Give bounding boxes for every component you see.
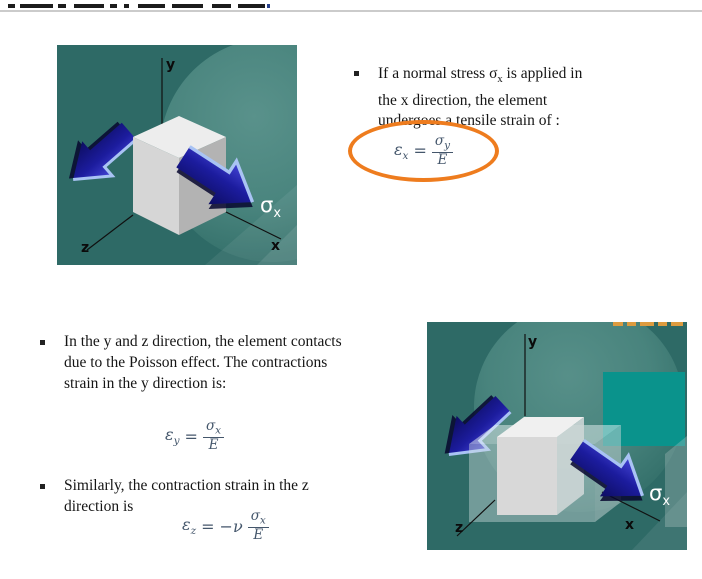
stress-cube-scene-1: [57, 45, 297, 265]
bullet3-line2: direction is: [64, 498, 134, 515]
text-fragment: [212, 4, 231, 8]
y-axis-label: y: [528, 334, 538, 350]
text-fragment: [613, 322, 623, 326]
bullet-icon: [40, 340, 45, 345]
x-axis-label: x: [625, 517, 635, 533]
text-fragment: [20, 4, 53, 8]
bullet2-line3: strain in the y direction is:: [64, 375, 227, 392]
text-fragment: [238, 4, 265, 8]
text-fragment: [138, 4, 165, 8]
text-fragment: [8, 4, 15, 8]
y-axis-label: y: [166, 57, 176, 73]
bullet1-line1: If a normal stress $\sigma_x$ is applied in: [378, 65, 583, 86]
bullet2-line1: In the y and z direction, the element contacts: [64, 333, 342, 350]
highlight-ellipse: [348, 120, 499, 182]
text-fragment: [267, 4, 270, 8]
strain-formula-x: $\varepsilon_x$ = $\frac{\sigma_y}{E}$: [394, 134, 453, 169]
clipped-title-fragment: [0, 0, 702, 9]
bullet3-line1: Similarly, the contraction strain in the z: [64, 477, 309, 494]
z-axis-label: z: [81, 240, 90, 256]
element-cube: [497, 417, 584, 515]
x-axis-label: x: [271, 238, 281, 254]
text-fragment: [58, 4, 66, 8]
text-fragment: [671, 322, 683, 326]
clipped-orange-text-fragment: [427, 322, 687, 329]
header-divider: [0, 10, 702, 12]
stress-cube-scene-2: [427, 322, 687, 550]
bullet-block-poisson: [38, 331, 418, 394]
sigma-x-label: $\sigma_x$: [649, 481, 671, 509]
figure-stress-cube-top: [57, 45, 297, 265]
sigma-x-label: $\sigma_x$: [260, 193, 282, 221]
bullet2-line2: due to the Poisson effect. The contractions: [64, 354, 328, 371]
figure-stress-cube-bottom: [427, 322, 687, 550]
text-fragment: [110, 4, 117, 8]
text-fragment: [74, 4, 104, 8]
strain-formula-y: $\varepsilon_y$ = $\frac{\sigma_x}{E}$: [165, 419, 224, 454]
bullet-icon: [40, 484, 45, 489]
text-fragment: [640, 322, 654, 326]
z-axis-label: z: [455, 520, 464, 536]
bullet1-line2: the x direction, the element: [378, 91, 548, 109]
bullet-icon: [354, 71, 359, 76]
text-fragment: [124, 4, 129, 8]
text-fragment: [627, 322, 636, 326]
text-fragment: [658, 322, 667, 326]
bullet1-line3: undergoes a tensile strain of :: [378, 112, 560, 130]
strain-formula-z: $\varepsilon_z$ = −ν $\frac{\sigma_x}{E}$: [182, 509, 269, 544]
text-fragment: [172, 4, 203, 8]
